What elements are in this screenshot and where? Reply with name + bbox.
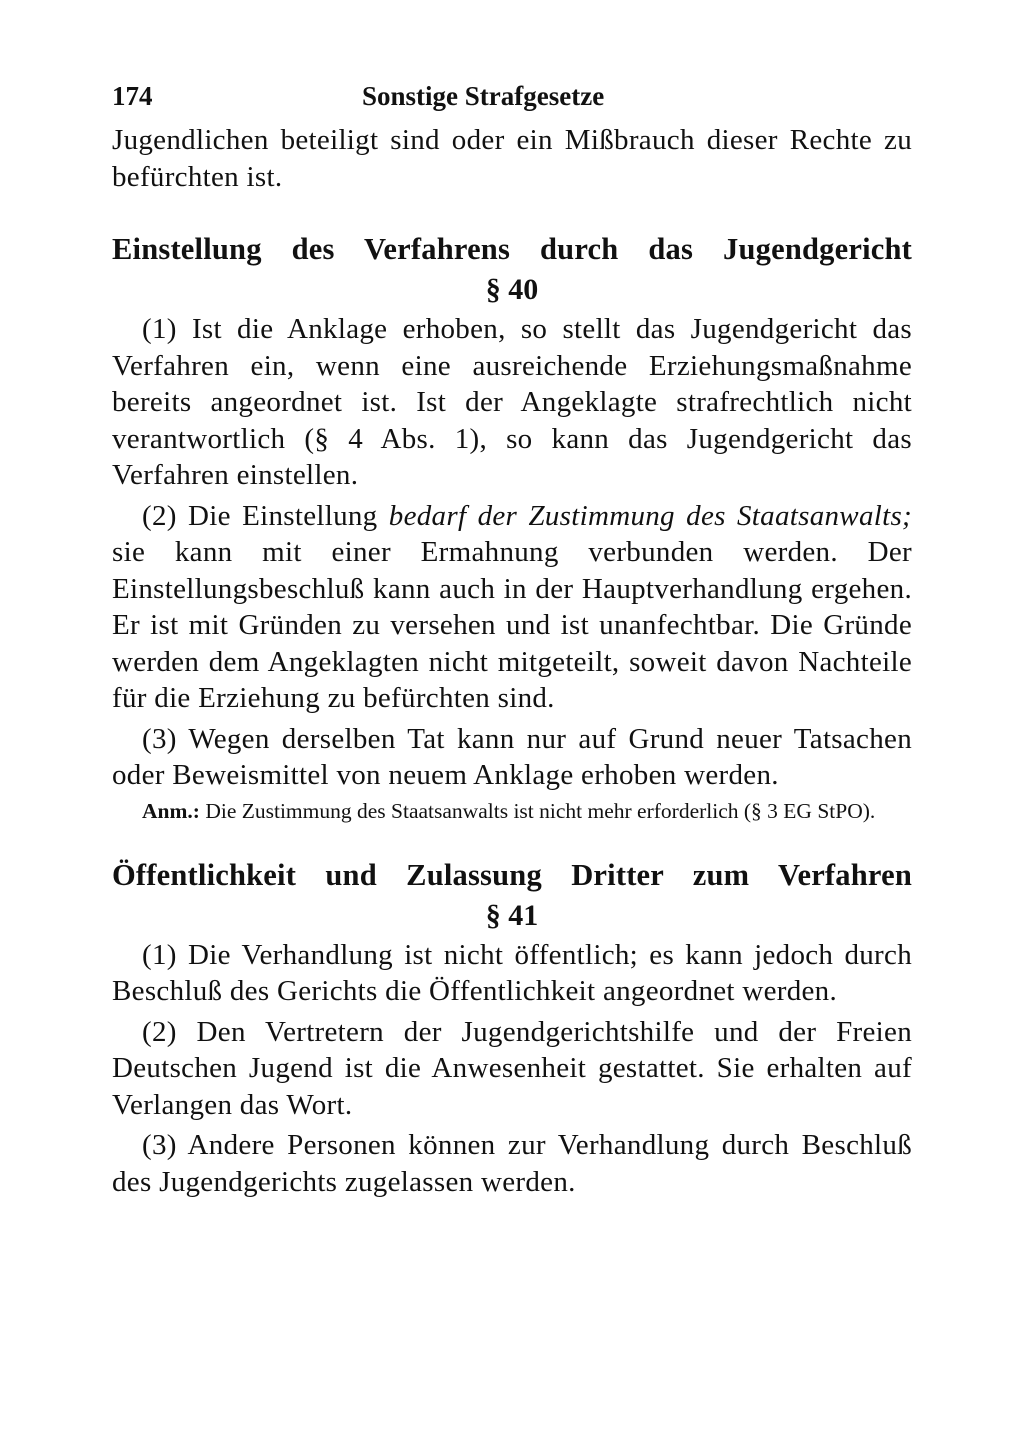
paragraph-text: Ist die Anklage erhoben, so stellt das Jugendgericht das Verfahren ein, wenn eine ausreichende Erziehungsmaßnahme bereits angeordnet ist. Ist der Angeklagte strafrechtlich nicht verantwortlich (§ 4 Abs. 1), so kann das Jugendgericht das Verfahren einstellen.: [112, 313, 912, 491]
paragraph-text: Die Einstellung: [176, 499, 389, 532]
paragraph-text: Andere Personen können zur Verhandlung durch Beschluß des Jugendgerichts zugelassen werden.: [112, 1129, 912, 1198]
paragraph-text: Die Verhandlung ist nicht öffentlich; es kann jedoch durch Beschluß des Gerichts die Öffentlichkeit angeordnet werden.: [112, 938, 912, 1007]
paragraph-text: Wegen derselben Tat kann nur auf Grund neuer Tatsachen oder Beweismittel von neuem Anklage erhoben werden.: [112, 722, 912, 791]
paragraph-3: [112, 1127, 912, 1200]
note-text: Die Zustimmung des Staatsanwalts ist nicht mehr erforderlich (§ 3 EG StPO).: [199, 798, 876, 823]
paragraph-2: [112, 498, 912, 717]
paragraph-text: sie kann mit einer Ermahnung verbunden werden. Der Einstellungsbeschluß kann auch in der Hauptverhandlung ergehen. Er ist mit Gründen zu versehen und ist unanfechtbar. Die Gründe werden dem Angeklagten nicht mitgeteilt, soweit davon Nachteile für die Erziehung zu befürchten sind.: [112, 536, 912, 714]
section-41: [112, 855, 912, 1201]
document-page: [112, 70, 912, 1200]
paragraph-label: (3): [142, 1129, 177, 1161]
paragraph-text: Den Vertretern der Jugendgerichtshilfe und der Freien Deutschen Jugend ist die Anwesenheit gestattet. Sie erhalten auf Verlangen das Wort.: [112, 1015, 912, 1121]
paragraph-label: (2): [142, 499, 177, 532]
paragraph-emphasis: bedarf der Zustimmung des Staatsanwalts;: [388, 499, 912, 532]
paragraph-1: [112, 311, 912, 494]
paragraph-label: (3): [142, 722, 177, 755]
section-number: § 41: [485, 898, 539, 932]
note-label: Anm.:: [142, 798, 200, 823]
running-title: Sonstige Strafgesetze: [362, 81, 605, 111]
annotation-note: [112, 798, 912, 825]
intro-paragraph: Jugendlichen beteiligt sind oder ein Mißbrauch dieser Rechte zu befürchten ist.: [112, 124, 912, 193]
paragraph-label: (2): [142, 1015, 177, 1048]
section-40: [112, 229, 912, 825]
section-heading: Einstellung des Verfahrens durch das Jugendgericht: [112, 232, 912, 266]
section-number: § 40: [485, 273, 539, 306]
paragraph-3: [112, 721, 912, 794]
running-head: [112, 70, 912, 122]
section-heading: Öffentlichkeit und Zulassung Dritter zum Verfahren: [112, 857, 912, 892]
paragraph-2: [112, 1014, 912, 1124]
paragraph-label: (1): [142, 938, 177, 971]
paragraph-1: [112, 937, 912, 1010]
page-number: 174: [112, 81, 153, 111]
paragraph-label: (1): [142, 313, 177, 345]
